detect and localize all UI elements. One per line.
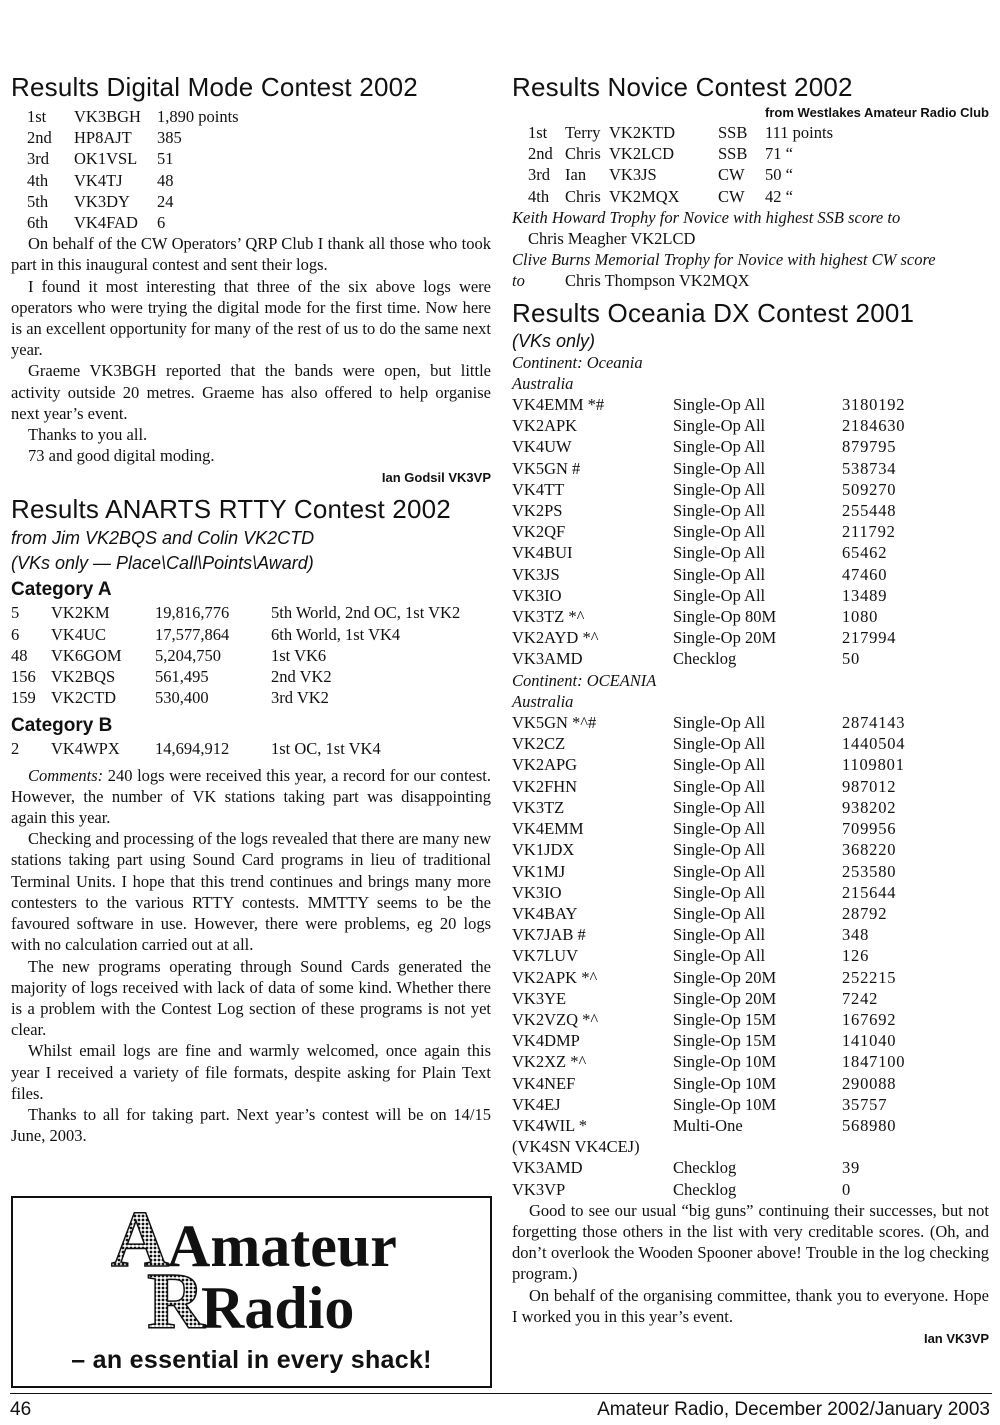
paragraph: 73 and good digital moding. (28, 446, 215, 466)
result-row (11, 602, 491, 623)
callsign: VK2MQX (609, 186, 680, 206)
category: Single-Op 10M (673, 1073, 777, 1093)
result-row (512, 186, 989, 207)
category: Single-Op 10M (673, 1094, 777, 1114)
paragraph: Whilst email logs are fine and warmly welcomed, once again this year I received a variety of file formats, despite asking for Plain Text files. (11, 1041, 491, 1103)
place: 1st (27, 107, 47, 126)
section1-table (512, 394, 989, 670)
score: 1847100 (842, 1052, 906, 1072)
advert-tagline: – an essential in every shack! (71, 1346, 432, 1374)
callsign: VK4TJ (74, 170, 123, 190)
result-row (512, 903, 989, 924)
place: 6 (11, 624, 20, 644)
place: 2nd (528, 144, 553, 164)
score: 509270 (842, 479, 897, 499)
paragraph: Good to see our usual “big guns” continuing their successes, but not forgetting those others in the list with very creditable scores. (Oh, and don’t overlook the Wooden Spooner above! Trouble in the log checking program.) (512, 1200, 989, 1284)
svg-text:R: R (147, 1258, 205, 1334)
result-row (512, 776, 989, 797)
name: Chris (565, 144, 601, 164)
category: Checklog (673, 649, 737, 669)
callsign: VK3VP (512, 1179, 566, 1199)
result-row (512, 754, 989, 775)
section1-continent: Continent: Oceania (512, 352, 643, 372)
spacer (512, 164, 528, 185)
category: Single-Op All (673, 925, 766, 945)
oceania-signature: Ian VK3VP (923, 1330, 989, 1346)
score: 65462 (842, 543, 888, 563)
amateur-radio-logo (109, 1206, 399, 1334)
place: 4th (528, 186, 550, 206)
result-row (11, 127, 491, 148)
paragraph: Checking and processing of the logs revealed that there are many new stations taking part using Sound Card programs in lieu of traditional Terminal Units. I hope that this trend continues and brings many more contesters to the various RTTY contests. MMTTY seems to be the favoured software in use. However, there were problems, eg 20 logs with no calculation carried out at all. (11, 829, 491, 955)
paragraph: Graeme VK3BGH reported that the bands were open, but little activity outside 20 metres. Graeme has also offered to help organise next year’s event. (11, 361, 491, 423)
callsign: VK4BUI (512, 543, 573, 563)
callsign: VK3YE (512, 988, 567, 1008)
novice-from: from Westlakes Amateur Radio Club (765, 105, 989, 120)
result-row (512, 1073, 989, 1094)
place: 2 (11, 739, 20, 759)
callsign: VK4UC (51, 624, 107, 644)
novice-results-table (512, 122, 989, 207)
paragraph: I found it most interesting that three of the six above logs were operators who were trying the digital mode for the first time. Now here is an excellent opportunity for many of the rest of us to do the same next year. (11, 276, 491, 360)
category: Single-Op All (673, 543, 766, 563)
score: 215644 (842, 882, 897, 902)
place: 4th (27, 170, 49, 190)
callsign: VK2KTD (609, 123, 675, 142)
page-number: 46 (10, 1399, 32, 1420)
score: 2184630 (842, 416, 906, 436)
category: Single-Op All (673, 501, 766, 521)
result-row (512, 394, 989, 415)
comments-label: Comments: (28, 765, 104, 785)
points: 5,204,750 (155, 645, 221, 665)
points: 50 “ (765, 165, 793, 185)
result-row (512, 839, 989, 860)
callsign: HP8AJT (74, 128, 132, 148)
points: 51 (157, 149, 174, 169)
points: 111 points (765, 123, 833, 142)
award: 6th World, 1st VK4 (271, 624, 401, 644)
callsign: VK3AMD (512, 649, 583, 669)
logo-word-radio: Radio (201, 1275, 355, 1334)
rtty-from: from Jim VK2BQS and Colin VK2CTD (11, 528, 315, 549)
spacer (512, 122, 528, 143)
result-row (512, 564, 989, 585)
result-row (11, 191, 491, 212)
score: 167692 (842, 1009, 897, 1029)
result-row (11, 687, 491, 708)
result-row (512, 542, 989, 563)
score: 39 (842, 1158, 861, 1178)
score: 211792 (842, 522, 896, 542)
callsign: VK1JDX (512, 840, 575, 860)
category: Single-Op All (673, 564, 766, 584)
paragraph: On behalf of the CW Operators’ QRP Club I thank all those who took part in this inaugural contest and sent their logs. (11, 234, 491, 275)
callsign: OK1VSL (74, 149, 138, 169)
result-row (11, 212, 491, 233)
result-row (512, 585, 989, 606)
score: 568980 (842, 1115, 897, 1135)
callsign: VK2APK *^ (512, 967, 598, 987)
logo-word-amateur: Amateur (167, 1213, 397, 1279)
score: 47460 (842, 564, 888, 584)
result-row (512, 500, 989, 521)
award: 1st VK6 (271, 645, 327, 665)
oceania-note: (VKs only) (512, 330, 596, 351)
category: Single-Op All (673, 437, 766, 457)
trophy-cw: Clive Burns Memorial Trophy for Novice with highest CW score (512, 250, 936, 270)
callsign: VK3IO (512, 882, 562, 902)
callsign: VK3JS (609, 165, 657, 185)
result-row (512, 1179, 989, 1200)
score: 7242 (842, 988, 879, 1008)
points: 24 (157, 191, 174, 211)
score: 987012 (842, 776, 897, 796)
callsign: VK4UW (512, 437, 572, 457)
oceania-report (512, 1200, 989, 1327)
callsign: VK7JAB # (512, 925, 586, 945)
result-row (512, 818, 989, 839)
place: 156 (11, 667, 36, 687)
category: Single-Op 20M (673, 628, 777, 648)
points: 561,495 (155, 667, 209, 687)
result-row (512, 606, 989, 627)
callsign: VK2KM (51, 603, 110, 623)
result-row (11, 645, 491, 666)
svg-text:A: A (111, 1206, 169, 1284)
mode: SSB (718, 123, 748, 142)
place: 3rd (27, 149, 49, 169)
category: Single-Op All (673, 776, 766, 796)
callsign: VK4TT (512, 479, 565, 499)
section1-country: Australia (512, 373, 574, 393)
category: Checklog (673, 1158, 737, 1178)
category: Single-Op All (673, 458, 766, 478)
callsign: VK2APK (512, 416, 578, 436)
callsign: VK1MJ (512, 861, 566, 881)
callsign: VK2CZ (512, 734, 566, 754)
callsign: VK2CTD (51, 688, 117, 708)
result-row (512, 1157, 989, 1178)
rtty-contest-title: Results ANARTS RTTY Contest 2002 (11, 494, 451, 525)
result-row (512, 945, 989, 966)
score: 879795 (842, 437, 897, 457)
category: Single-Op 20M (673, 967, 777, 987)
score: 709956 (842, 819, 897, 839)
spacer (11, 191, 27, 212)
score: 2874143 (842, 713, 906, 733)
score: 290088 (842, 1073, 897, 1093)
category: Single-Op All (673, 840, 766, 860)
score: 1440504 (842, 734, 906, 754)
score: 538734 (842, 458, 897, 478)
section2-table (512, 712, 989, 1136)
points: 17,577,864 (155, 624, 230, 644)
result-row (512, 1115, 989, 1136)
category: Single-Op 15M (673, 1009, 777, 1029)
callsign: VK2VZQ *^ (512, 1009, 599, 1029)
score: 252215 (842, 967, 897, 987)
place: 2nd (27, 128, 52, 148)
points: 530,400 (155, 688, 209, 708)
paragraph: The new programs operating through Sound Cards generated the majority of logs received with lack of data of some kind. Whether there is a problem with the Contest Log section of these programs is not yet clear. (11, 956, 491, 1040)
amateur-radio-advert (11, 1196, 492, 1388)
place: 6th (27, 213, 49, 233)
category: Single-Op All (673, 395, 766, 415)
category: Single-Op 80M (673, 607, 777, 627)
result-row (11, 170, 491, 191)
place: 159 (11, 688, 36, 708)
result-row (512, 733, 989, 754)
result-row (512, 988, 989, 1009)
category: Single-Op All (673, 903, 766, 923)
trophy-cw-winner: Chris Thompson VK2MQX (565, 271, 750, 291)
callsign: VK3BGH (74, 107, 141, 126)
result-row (512, 1030, 989, 1051)
result-row (512, 479, 989, 500)
score: 13489 (842, 585, 888, 605)
category: Single-Op All (673, 585, 766, 605)
callsign: VK6GOM (51, 645, 122, 665)
score: 1080 (842, 607, 879, 627)
callsign: VK2LCD (609, 144, 675, 164)
result-row (512, 143, 989, 164)
result-row (11, 624, 491, 645)
paragraph: On behalf of the organising committee, thank you to everyone. Hope I worked you in this year’s event. (512, 1285, 989, 1326)
section2-continent: Continent: OCEANIA (512, 670, 657, 690)
award: 1st OC, 1st VK4 (271, 739, 381, 759)
callsign: VK2FHN (512, 776, 578, 796)
footer-rule (10, 1393, 992, 1394)
callsign: VK5GN *^# (512, 713, 597, 733)
spacer (512, 186, 528, 207)
callsign: VK2APG (512, 755, 578, 775)
score: 126 (842, 946, 870, 966)
place: 3rd (528, 165, 550, 185)
result-row (512, 415, 989, 436)
left-column (11, 70, 491, 1146)
score: 253580 (842, 861, 897, 881)
callsign: VK4FAD (74, 213, 138, 233)
category: Single-Op All (673, 416, 766, 436)
callsign: VK4EJ (512, 1094, 561, 1114)
points: 42 “ (765, 186, 793, 206)
digital-report (11, 233, 491, 466)
category: Checklog (673, 1179, 737, 1199)
points: 14,694,912 (155, 739, 230, 759)
category: Single-Op 15M (673, 1031, 777, 1051)
result-row (512, 712, 989, 733)
callsign: VK3AMD (512, 1158, 583, 1178)
category: Multi-One (673, 1115, 743, 1135)
callsign: VK2PS (512, 501, 563, 521)
points: 6 (157, 213, 166, 233)
result-row (512, 648, 989, 669)
paragraph: Thanks to you all. (28, 425, 148, 445)
callsign: VK2AYD *^ (512, 628, 599, 648)
score: 0 (842, 1179, 852, 1199)
category-a-table (11, 602, 491, 708)
trophy-ssb-winner: Chris Meagher VK2LCD (528, 229, 696, 249)
rtty-note: (VKs only — Place\Call\Points\Award) (11, 553, 314, 574)
result-row (512, 164, 989, 185)
category: Single-Op 10M (673, 1052, 777, 1072)
result-row (512, 797, 989, 818)
mode: CW (718, 186, 745, 206)
trophy-cw-winner-row (512, 270, 989, 291)
right-column (512, 70, 989, 1349)
callsign: VK4WIL * (512, 1115, 587, 1135)
digital-signature: Ian Godsil VK3VP (381, 470, 491, 486)
spacer (11, 106, 27, 127)
result-row (512, 627, 989, 648)
callsign: VK3DY (74, 191, 130, 211)
callsign: VK4EMM (512, 819, 584, 839)
trophy-cw-to: to (512, 271, 525, 291)
category-a-heading: Category A (11, 579, 112, 601)
points: 71 “ (765, 144, 793, 164)
callsign: VK3IO (512, 585, 562, 605)
result-row (512, 1094, 989, 1115)
callsign: VK4BAY (512, 903, 578, 923)
name: Ian (565, 165, 587, 185)
points: 1,890 points (157, 107, 239, 126)
callsign: VK3TZ *^ (512, 607, 585, 627)
novice-contest-title: Results Novice Contest 2002 (512, 72, 853, 102)
spacer (512, 143, 528, 164)
rtty-report (11, 828, 491, 1146)
callsign: VK3TZ (512, 797, 565, 817)
result-row (512, 122, 989, 143)
score: 255448 (842, 501, 897, 521)
points: 48 (157, 170, 174, 190)
score: 217994 (842, 628, 897, 648)
spacer (11, 170, 27, 191)
score: 938202 (842, 797, 897, 817)
score: 348 (842, 925, 870, 945)
category: Single-Op All (673, 882, 766, 902)
publication-line: Amateur Radio, December 2002/January 2003 (597, 1399, 990, 1420)
result-row (512, 458, 989, 479)
result-row (11, 148, 491, 169)
spacer (11, 212, 27, 233)
score: 368220 (842, 840, 897, 860)
category: Single-Op All (673, 755, 766, 775)
result-row (512, 1051, 989, 1072)
callsign: VK5GN # (512, 458, 581, 478)
category: Single-Op All (673, 522, 766, 542)
category: Single-Op 20M (673, 988, 777, 1008)
place: 1st (528, 123, 548, 142)
digital-results-table (11, 106, 491, 233)
category: Single-Op All (673, 734, 766, 754)
comments-text: 240 logs were received this year, a record for our contest. However, the number of VK stations taking part was disappointing again this year. (11, 765, 491, 828)
result-row (11, 738, 491, 759)
name: Terry (565, 123, 601, 142)
callsign: VK4DMP (512, 1031, 580, 1051)
category: Single-Op All (673, 797, 766, 817)
result-row (512, 436, 989, 457)
result-row (512, 882, 989, 903)
category: Single-Op All (673, 479, 766, 499)
result-row (512, 924, 989, 945)
result-row (11, 666, 491, 687)
award: 3rd VK2 (271, 688, 329, 708)
result-row (512, 1009, 989, 1030)
oceania-contest-title: Results Oceania DX Contest 2001 (512, 297, 915, 328)
checklog-table (512, 1157, 989, 1199)
multi-one-operators: (VK4SN VK4CEJ) (512, 1137, 640, 1157)
callsign: VK2QF (512, 522, 566, 542)
score: 35757 (842, 1094, 888, 1114)
callsign: VK4WPX (51, 739, 120, 759)
name: Chris (565, 186, 601, 206)
rtty-comments (11, 765, 491, 829)
points: 385 (157, 128, 182, 148)
result-row (512, 967, 989, 988)
result-row (512, 521, 989, 542)
category: Single-Op All (673, 946, 766, 966)
spacer (11, 127, 27, 148)
callsign: VK7LUV (512, 946, 578, 966)
score: 28792 (842, 903, 888, 923)
place: 5 (11, 603, 20, 623)
award: 5th World, 2nd OC, 1st VK2 (271, 603, 461, 623)
callsign: VK3JS (512, 564, 560, 584)
score: 1109801 (842, 755, 905, 775)
score: 50 (842, 649, 861, 669)
trophy-ssb (512, 207, 989, 228)
callsign: VK4EMM *# (512, 395, 605, 415)
category-b-table (11, 738, 491, 759)
result-row (11, 106, 491, 127)
category: Single-Op All (673, 819, 766, 839)
spacer (11, 148, 27, 169)
paragraph: Thanks to all for taking part. Next year’s contest will be on 14/15 June, 2003. (11, 1104, 491, 1146)
result-row (512, 861, 989, 882)
digital-contest-title: Results Digital Mode Contest 2002 (11, 72, 418, 102)
mode: SSB (718, 144, 748, 164)
points: 19,816,776 (155, 603, 230, 623)
score: 3180192 (842, 395, 906, 415)
trophy-ssb-text: Keith Howard Trophy for Novice with highest SSB score to (512, 207, 901, 227)
callsign: VK2XZ *^ (512, 1052, 587, 1072)
section2-country: Australia (512, 691, 574, 711)
mode: CW (718, 165, 745, 185)
callsign: VK2BQS (51, 667, 116, 687)
category: Single-Op All (673, 713, 766, 733)
category: Single-Op All (673, 861, 766, 881)
callsign: VK4NEF (512, 1073, 576, 1093)
place: 48 (11, 645, 28, 665)
place: 5th (27, 191, 49, 211)
award: 2nd VK2 (271, 667, 332, 687)
category-b-heading: Category B (11, 715, 113, 737)
score: 141040 (842, 1031, 897, 1051)
